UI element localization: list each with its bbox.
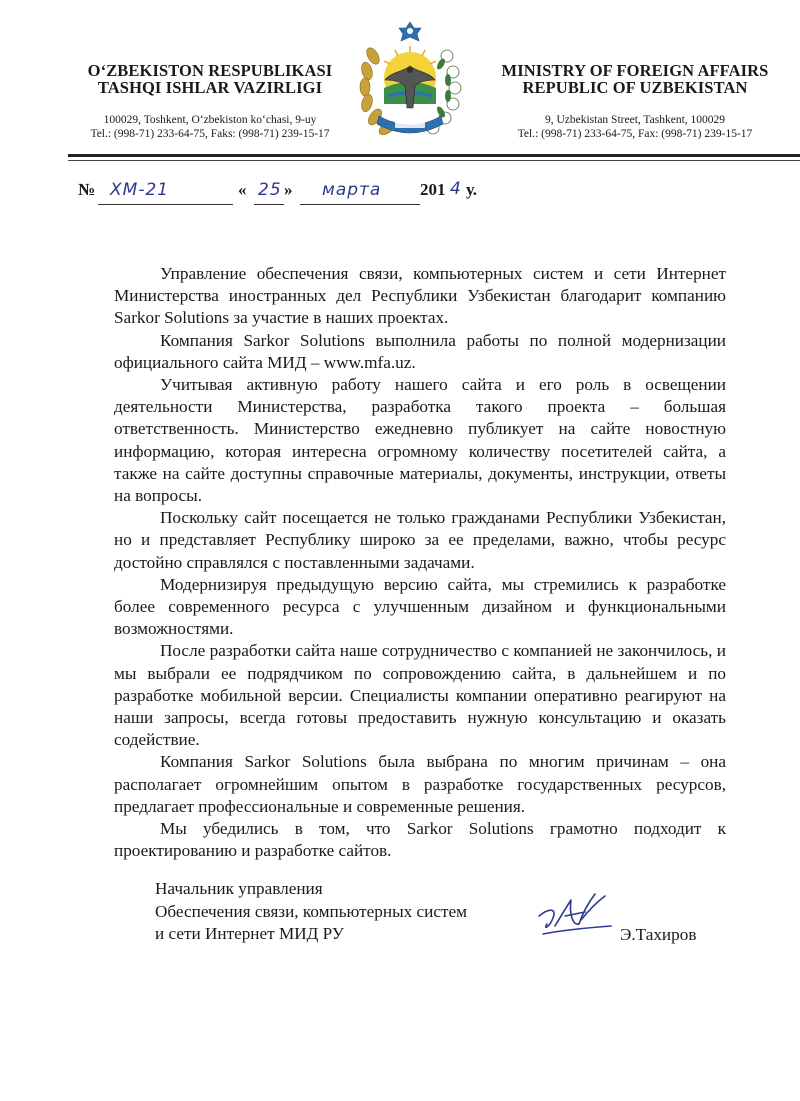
reference-month: марта [322, 180, 382, 200]
body-paragraph-2: Компания Sarkor Solutions выполнила работы по полной модернизации официального сайта МИД – www.mfa.uz. [114, 330, 726, 372]
signer-name: Э.Тахиров [620, 925, 697, 944]
body-paragraph-3: Учитывая активную работу нашего сайта и его роль в освещении деятельности Министерства, разработка такого проекта – большая ответственность. Министерство ежедневно публикует на сайте новостную информацию, которая интересна огромному количеству посетителей сайта, а также на сайте доступны справочные материалы, документы, инструкции, ответы на вопросы. [114, 375, 726, 506]
letterhead-left-address: 100029, Toshkent, O‘zbekiston ko‘chasi, 9-uy [103, 114, 317, 126]
reference-close-quote: » [284, 180, 293, 199]
signer-position-line-3: и сети Интернет МИД РУ [155, 924, 344, 943]
reference-number-label: № [78, 180, 96, 199]
reference-number-value: ХМ-21 [110, 180, 170, 200]
signer-position-line-2: Обеспечения связи, компьютерных систем [155, 901, 468, 921]
letterhead-right-title-1: MINISTRY OF FOREIGN AFFAIRS [501, 61, 769, 80]
letterhead-divider-thick [68, 154, 800, 157]
letterhead-left [60, 62, 360, 141]
letterhead-divider-thin [68, 160, 800, 161]
body-paragraph-1: Управление обеспечения связи, компьютерных систем и сети Интернет Министерства иностранных дел Республики Узбекистан благодарит компанию Sarkor Solutions за участие в наших проектах. [114, 264, 726, 328]
reference-year-suffix: у. [466, 180, 478, 199]
letter-body [114, 263, 726, 862]
letterhead-left-phones: Tel.: (998-71) 233-64-75, Faks: (998-71) 239-15-17 [90, 127, 330, 140]
state-emblem-icon [355, 16, 465, 148]
signer-position-line-1: Начальник управления [155, 879, 323, 898]
letterhead-right-phones: Tel.: (998-71) 233-64-75, Fax: (998-71) 239-15-17 [517, 127, 753, 140]
handwritten-signature-icon [535, 886, 617, 946]
body-paragraph-7: Компания Sarkor Solutions была выбрана по многим причинам – она располагает огромнейшим опытом в разработке государственных ресурсов, предлагает профессиональные и современные решения. [114, 752, 726, 816]
letterhead-right-address: 9, Uzbekistan Street, Tashkent, 100029 [544, 114, 726, 126]
reference-day: 25 [258, 180, 282, 200]
reference-year-digit: 4 [450, 179, 462, 199]
letterhead-left-title-1: O‘ZBEKISTON RESPUBLIKASI [87, 61, 333, 80]
body-paragraph-4: Поскольку сайт посещается не только гражданами Республики Узбекистан, но и представляет Республику широко за ее пределами, важно, чтобы ресурс достойно справлялся с поставленными задачами. [114, 508, 726, 572]
letterhead-right [470, 62, 800, 141]
signature-block [155, 878, 467, 946]
letterhead-right-title-2: REPUBLIC OF UZBEKISTAN [522, 78, 748, 97]
reference-open-quote: « [238, 180, 247, 199]
body-paragraph-5: Модернизируя предыдущую версию сайта, мы стремились к разработке более современного ресурса с улучшенным дизайном и функциональными возможностями. [114, 574, 726, 639]
reference-year-prefix: 201 [420, 180, 446, 199]
body-paragraph-6: После разработки сайта наше сотрудничество с компанией не закончилось, и мы выбрали ее подрядчиком по сопровождению сайта, в дальнейшем и по разработке мобильной версии. Специалисты компании оперативно реагируют на наши запросы, всегда готовы предоставить нужную консультацию и оказать содействие. [114, 641, 726, 750]
body-paragraph-8: Мы убедились в том, что Sarkor Solutions грамотно подходит к проектированию и разработке сайтов. [114, 819, 726, 861]
letterhead-left-title-2: TASHQI ISHLAR VAZIRLIGI [97, 78, 323, 97]
